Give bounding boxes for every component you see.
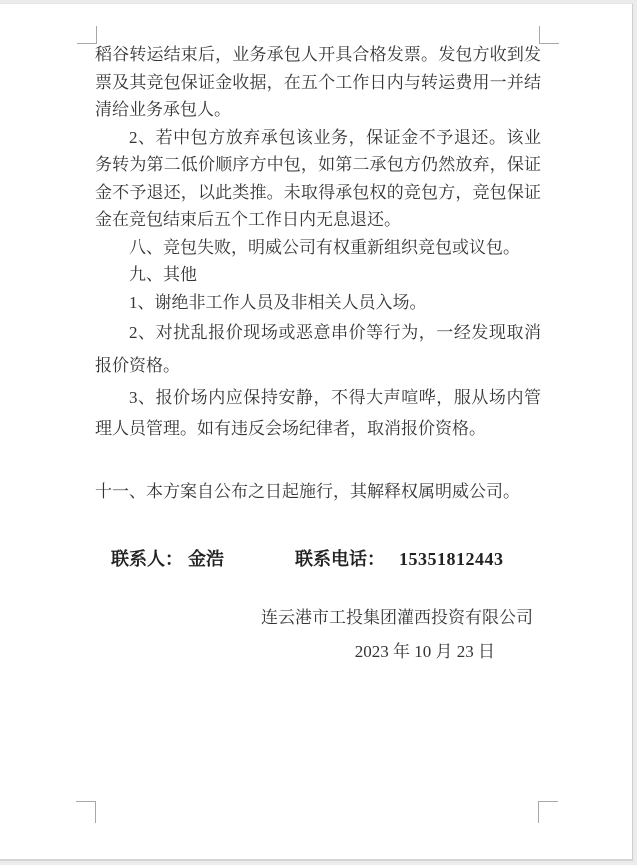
text-boundary-mark-bottom-left: [76, 801, 96, 823]
contact-phone-label: 联系电话：: [295, 548, 385, 569]
paragraph-settlement[interactable]: 稻谷转运结束后，业务承包人开具合格发票。发包方收到发票及其竞包保证金收据，在五个工作日内与转运费用一并结清给业务承包人。: [95, 45, 541, 119]
text-boundary-mark-top-left: [77, 26, 97, 44]
contact-person-label: 联系人：: [111, 548, 183, 569]
text-boundary-mark-bottom-right: [538, 801, 558, 823]
paragraph-rule-2[interactable]: 2、对扰乱报价现场或恶意串价等行为，一经发现取消报价资格。: [95, 323, 541, 375]
paragraph-section-8[interactable]: 八、竞包失败，明威公司有权重新组织竞包或议包。: [129, 237, 520, 257]
paper[interactable]: [0, 3, 633, 861]
paragraph-rule-3[interactable]: 3、报价场内应保持安静，不得大声喧哗，服从场内管理人员管理。如有违反会场纪律者，取消报价资格。: [95, 388, 541, 438]
paragraph-section-9[interactable]: 九、其他: [129, 265, 197, 284]
signature-date[interactable]: 2023 年 10 月 23 日: [354, 642, 495, 661]
document-text: [95, 41, 541, 666]
contact-phone-number: 15351812443: [399, 548, 504, 569]
paragraph-section-11[interactable]: 十一、本方案自公布之日起施行，其解释权属明威公司。: [95, 482, 520, 501]
contact-person-name: 金浩: [188, 548, 224, 569]
paragraph-rule-1[interactable]: 1、谢绝非工作人员及非相关人员入场。: [129, 292, 427, 312]
paragraph-deposit-forfeit[interactable]: 2、若中包方放弃承包该业务，保证金不予退还。该业务转为第二低价顺序方中包，如第二承包方仍然放弃，保证金不予退还，以此类推。未取得承包权的竞包方，竞包保证金在竞包结束后五个工作日内无息退还。: [95, 127, 541, 229]
contact-line[interactable]: [95, 544, 541, 574]
signature-company[interactable]: 连云港市工投集团灌西投资有限公司: [261, 607, 533, 627]
text-boundary-mark-top-right: [539, 26, 559, 44]
